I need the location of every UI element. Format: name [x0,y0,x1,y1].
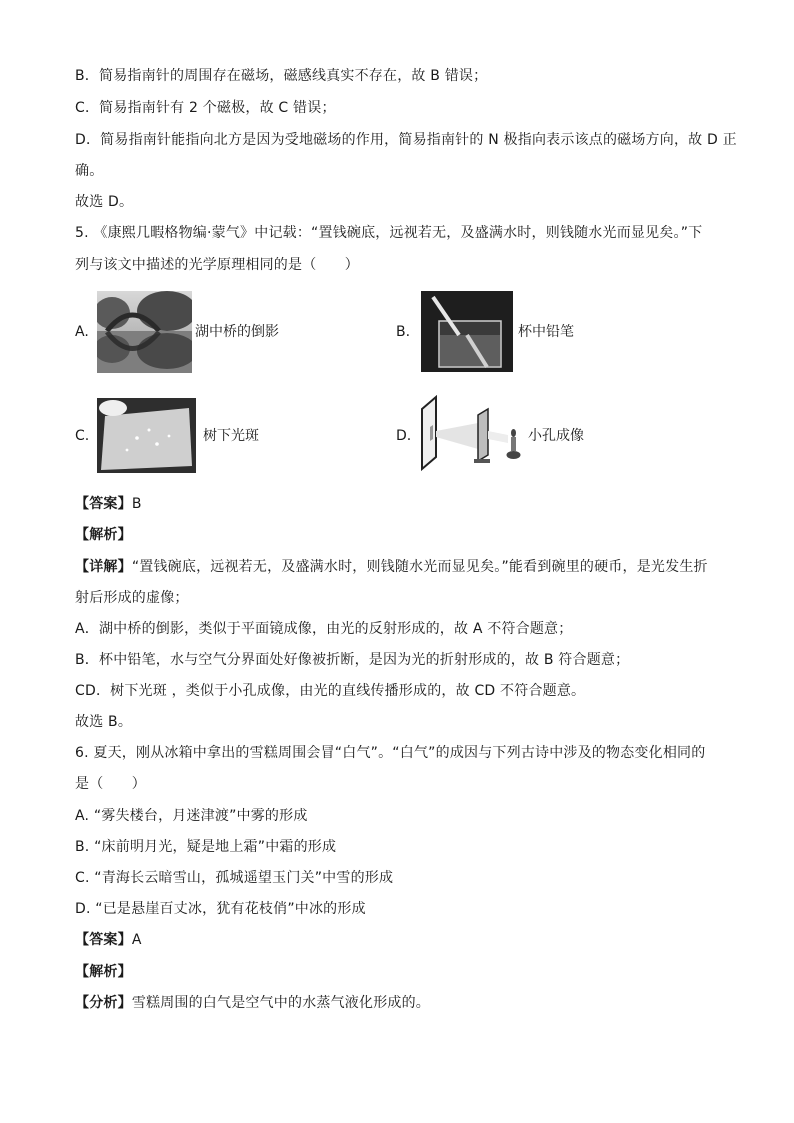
q6-stem-line1: 6. 夏天，刚从冰箱中拿出的雪糕周围会冒“白气”。“白气”的成因与下列古诗中涉及的物态变化相同的 [75,745,706,761]
q5-option-c-caption: 树下光斑 [203,428,259,444]
option-d-explanation-line2: 确。 [75,163,104,179]
bridge-reflection-photo [97,291,192,373]
option-c-explanation: C．简易指南针有 2 个磁极，故 C 错误； [75,100,336,116]
q5-explain-b: B．杯中铅笔，水与空气分界面处好像被折断，是因为光的折射形成的，故 B 符合题意； [75,652,630,668]
q5-option-d-caption: 小孔成像 [528,428,584,444]
q5-option-b-letter: B. [396,324,411,340]
q5-option-a-caption: 湖中桥的倒影 [195,324,279,340]
answer-value: B [131,496,142,512]
q6-stem-line2: 是（ ） [75,776,146,792]
q5-explain-a: A．湖中桥的倒影，类似于平面镜成像，由光的反射形成的，故 A 不符合题意； [75,621,573,637]
answer-tag: 【答案】 [75,932,132,948]
q6-fenxi [75,993,430,1013]
option-b-explanation: B．简易指南针的周围存在磁场，磁感线真实不存在，故 B 错误； [75,68,488,84]
q5-option-b-caption: 杯中铅笔 [518,324,574,340]
q5-detail-line2: 射后形成的虚像； [75,590,189,606]
pinhole-imaging-diagram [416,395,526,473]
q6-option-b: B. “床前明月光，疑是地上霜”中霜的形成 [75,839,337,855]
pencil-in-cup-photo [421,291,513,372]
q6-option-a: A. “雾失楼台，月迷津渡”中雾的形成 [75,808,308,824]
q5-detail-line1 [75,557,708,577]
q5-stem-line2: 列与该文中描述的光学原理相同的是（ ） [75,257,359,273]
prev-choice: 故选 D。 [75,194,134,210]
light-spots-under-tree-photo [97,398,196,473]
answer-tag: 【答案】 [75,496,132,512]
fenxi-text: 雪糕周围的白气是空气中的水蒸气液化形成的。 [131,995,431,1011]
q5-explain-cd: CD．树下光斑 ，类似于小孔成像，由光的直线传播形成的，故 CD 不符合题意。 [75,683,586,699]
q5-analysis-tag: 【解析】 [75,527,132,543]
q5-answer [75,494,142,514]
q6-answer [75,930,142,950]
q6-option-d: D. “已是悬崖百丈冰，犹有花枝俏”中冰的形成 [75,901,366,917]
detail-text: “置钱碗底，远视若无，及盛满水时，则钱随水光而显见矣。”能看到碗里的硬币，是光发生折 [131,559,708,575]
fenxi-tag: 【分析】 [75,995,132,1011]
q5-choice: 故选 B。 [75,714,133,730]
detail-tag: 【详解】 [75,559,132,575]
q5-stem-line1: 5. 《康熙几暇格物编·蒙气》中记载：“置钱碗底，远视若无，及盛满水时，则钱随水光而显见矣。”下 [75,225,703,241]
q5-option-a-letter: A. [75,324,89,340]
q6-option-c: C. “青海长云暗雪山，孤城遥望玉门关”中雪的形成 [75,870,394,886]
q5-option-c-letter: C. [75,428,90,444]
option-d-explanation-line1: D．简易指南针能指向北方是因为受地磁场的作用，简易指南针的 N 极指向表示该点的磁场方向，故 D 正 [75,132,737,148]
q5-option-d-letter: D. [396,428,412,444]
q6-analysis-tag: 【解析】 [75,964,132,980]
answer-value: A [131,932,142,948]
